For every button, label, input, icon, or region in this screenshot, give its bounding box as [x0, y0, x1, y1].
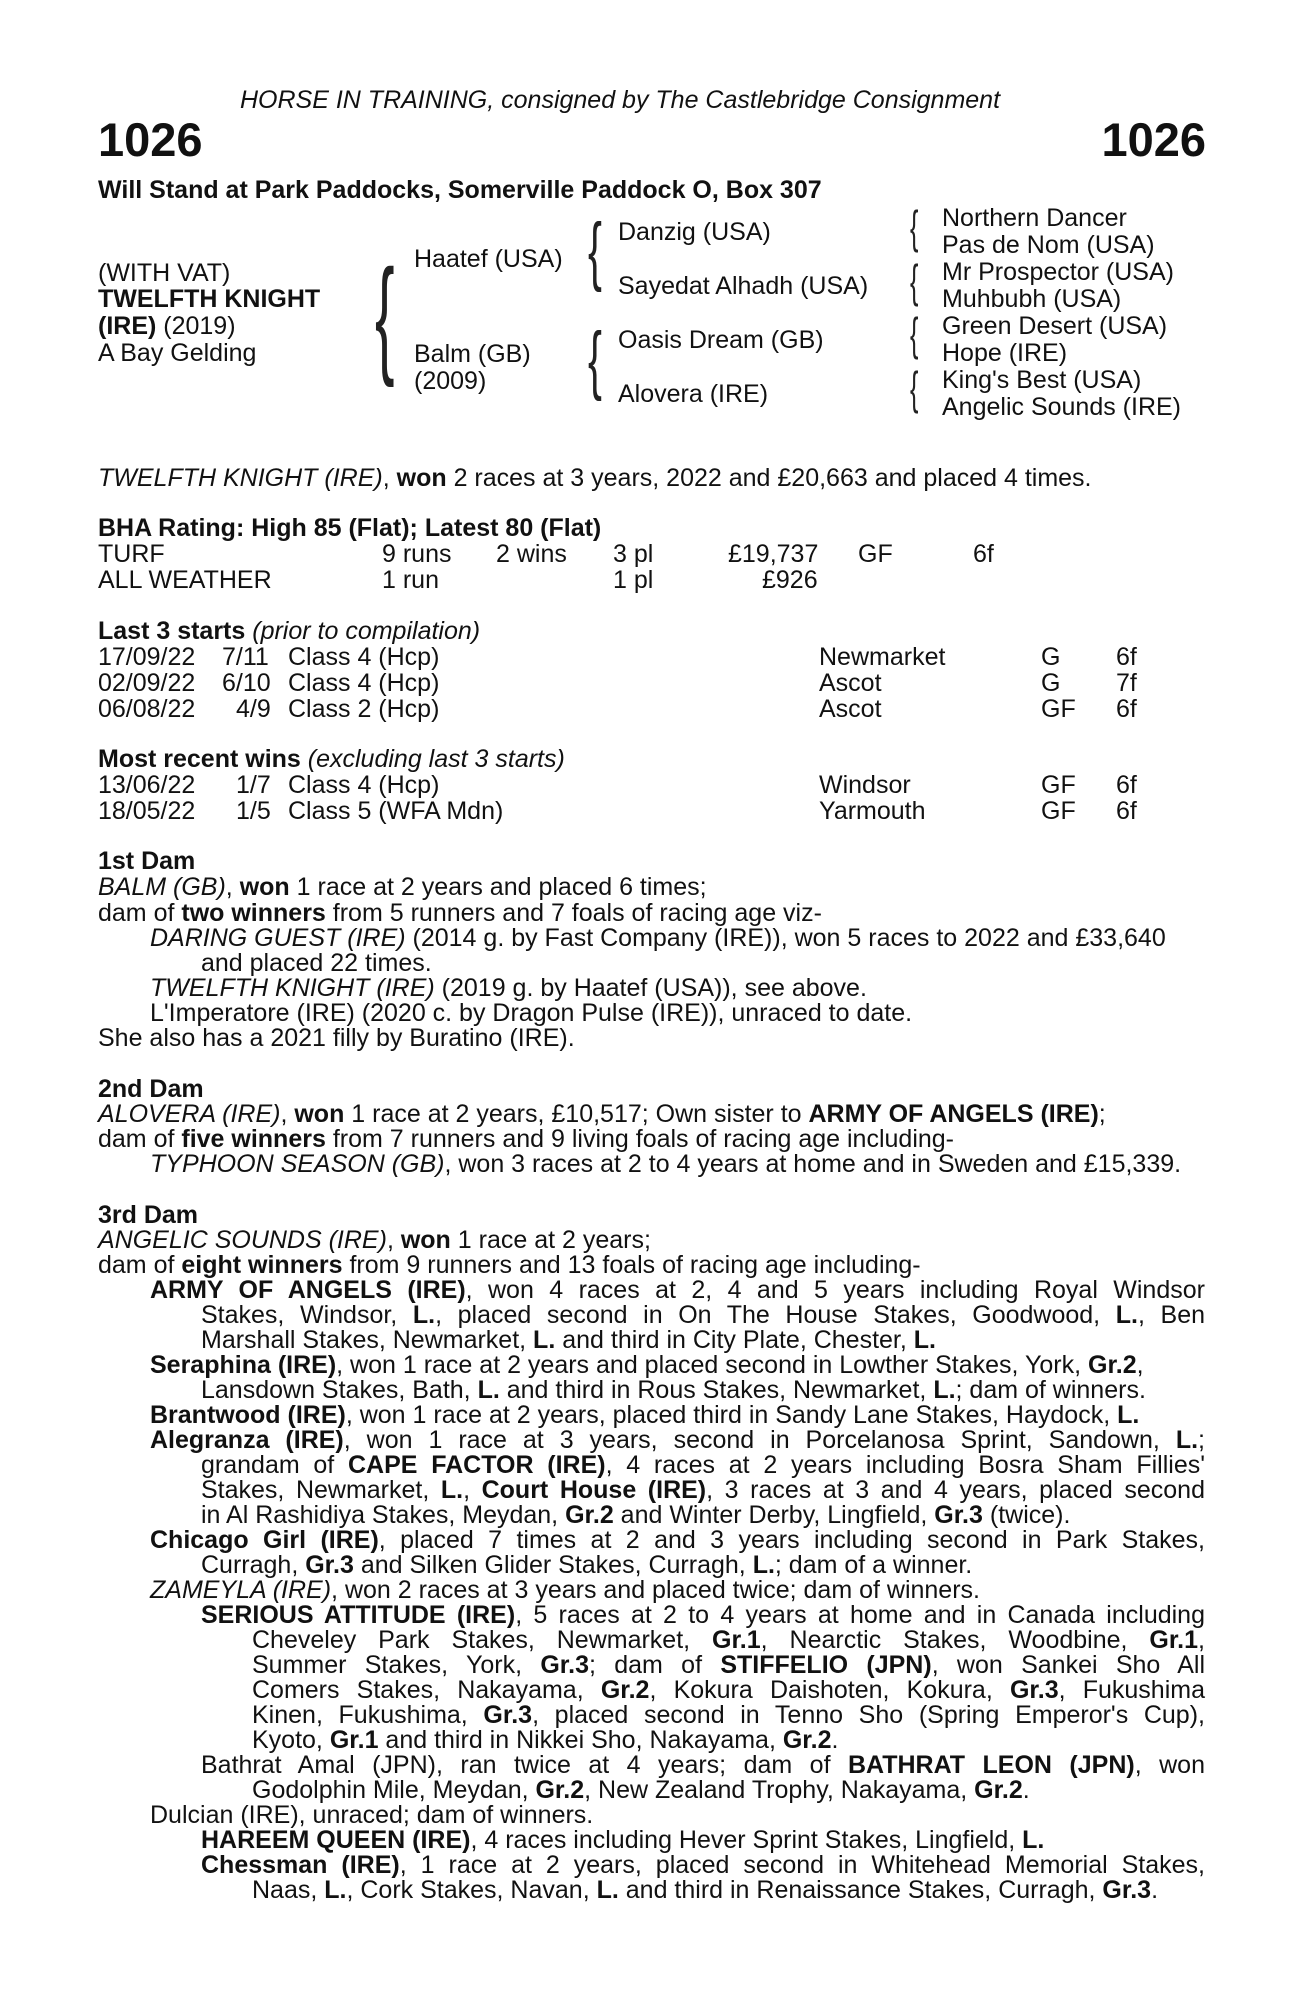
produce-line: Kyoto, Gr.1 and third in Nikkei Sho, Nakayama, Gr.2. [252, 1726, 839, 1754]
pedigree-dam: Balm (GB) [414, 340, 531, 368]
first-dam-line: dam of two winners from 5 runners and 7 foals of racing age viz- [98, 899, 822, 927]
first-dam-produce: and placed 22 times. [201, 949, 432, 977]
third-dam-title: 3rd Dam [98, 1201, 199, 1229]
pedigree-brace-1: { [375, 242, 395, 388]
produce-line: Summer Stakes, York, Gr.3; dam of STIFFELIO (JPN), won Sankei Sho All [252, 1651, 1206, 1679]
produce-line: Alegranza (IRE), won 1 race at 3 years, second in Porcelanosa Sprint, Sandown, L.; [150, 1426, 1205, 1454]
race-row: 17/09/22 7/11 Class 4 (Hcp) Newmarket G 6f [98, 643, 1137, 671]
pedigree-dam-dam: Alovera (IRE) [618, 380, 769, 408]
first-dam-produce: TWELFTH KNIGHT (IRE) (2019 g. by Haatef (USA)), see above. [150, 974, 867, 1002]
race-summary: TWELFTH KNIGHT (IRE), won 2 races at 3 years, 2022 and £20,663 and placed 4 times. [98, 464, 1092, 492]
second-dam-line: ALOVERA (IRE), won 1 race at 2 years, £10,517; Own sister to ARMY OF ANGELS (IRE); [98, 1100, 1106, 1128]
pedigree-ggs-8: Angelic Sounds (IRE) [942, 393, 1182, 421]
pedigree-sire: Haatef (USA) [414, 245, 563, 273]
pedigree-ggs-2: Pas de Nom (USA) [942, 231, 1155, 259]
rating-row: TURF 9 runs 2 wins 3 pl £19,737 GF 6f [98, 540, 994, 568]
lot-number-left: 1026 [98, 113, 203, 166]
produce-line: Dulcian (IRE), unraced; dam of winners. [150, 1801, 594, 1829]
first-dam-line: BALM (GB), won 1 race at 2 years and placed 6 times; [98, 873, 707, 901]
produce-line: ZAMEYLA (IRE), won 2 races at 3 years and placed twice; dam of winners. [150, 1576, 980, 1604]
last-starts-title: Last 3 starts (prior to compilation) [98, 617, 481, 645]
pedigree-sire-dam: Sayedat Alhadh (USA) [618, 272, 869, 300]
pedigree-ggs-5: Green Desert (USA) [942, 312, 1168, 340]
second-dam-produce: TYPHOON SEASON (GB), won 3 races at 2 to 4 years at home and in Sweden and £15,339. [150, 1150, 1182, 1178]
first-dam-title: 1st Dam [98, 847, 196, 875]
race-row: 02/09/22 6/10 Class 4 (Hcp) Ascot G 7f [98, 669, 1137, 697]
pedigree-brace-3b: { [910, 255, 919, 307]
produce-line: Naas, L., Cork Stakes, Navan, L. and third in Renaissance Stakes, Curragh, Gr.3. [252, 1876, 1159, 1904]
pedigree-dam-sire: Oasis Dream (GB) [618, 326, 824, 354]
produce-line: Marshall Stakes, Newmarket, L. and third in City Plate, Chester, L. [201, 1326, 936, 1354]
produce-line: Brantwood (IRE), won 1 race at 2 years, placed third in Sandy Lane Stakes, Haydock, L. [150, 1401, 1140, 1429]
first-dam-produce: DARING GUEST (IRE) (2014 g. by Fast Company (IRE)), won 5 races to 2022 and £33,640 [150, 924, 1166, 952]
produce-line: grandam of CAPE FACTOR (IRE), 4 races at 2 years including Bosra Sham Fillies' [201, 1451, 1206, 1479]
pedigree-brace-2b: { [588, 317, 602, 402]
pedigree-dam-year: (2009) [414, 367, 487, 395]
race-row: 06/08/22 4/9 Class 2 (Hcp) Ascot GF 6f [98, 695, 1137, 723]
second-dam-line: dam of five winners from 7 runners and 9 living foals of racing age including- [98, 1125, 954, 1153]
produce-line: Chessman (IRE), 1 race at 2 years, placed second in Whitehead Memorial Stakes, [201, 1851, 1205, 1879]
first-dam-line: She also has a 2021 filly by Buratino (IRE). [98, 1024, 575, 1052]
second-dam-title: 2nd Dam [98, 1075, 204, 1103]
pedigree-ggs-7: King's Best (USA) [942, 366, 1142, 394]
bha-rating-title: BHA Rating: High 85 (Flat); Latest 80 (Flat) [98, 514, 602, 542]
produce-line: Chicago Girl (IRE), placed 7 times at 2 and 3 years including second in Park Stakes, [150, 1526, 1206, 1554]
produce-line: Comers Stakes, Nakayama, Gr.2, Kokura Daishoten, Kokura, Gr.3, Fukushima [252, 1676, 1205, 1704]
produce-line: Lansdown Stakes, Bath, L. and third in Rous Stakes, Newmarket, L.; dam of winners. [201, 1376, 1146, 1404]
pedigree-brace-3a: { [910, 201, 919, 253]
pedigree-brace-3c: { [910, 308, 919, 360]
produce-line: Stakes, Windsor, L., placed second in On The House Stakes, Goodwood, L., Ben [201, 1301, 1206, 1329]
produce-line: in Al Rashidiya Stakes, Meydan, Gr.2 and Winter Derby, Lingfield, Gr.3 (twice). [201, 1501, 1071, 1529]
first-dam-produce: L'Imperatore (IRE) (2020 c. by Dragon Pulse (IRE)), unraced to date. [150, 999, 913, 1027]
race-row: 18/05/22 1/5 Class 5 (WFA Mdn) Yarmouth GF 6f [98, 797, 1137, 825]
produce-line: Godolphin Mile, Meydan, Gr.2, New Zealand Trophy, Nakayama, Gr.2. [252, 1776, 1030, 1804]
third-dam-line: ANGELIC SOUNDS (IRE), won 1 race at 2 years; [98, 1226, 651, 1254]
rating-row: ALL WEATHER 1 run 1 pl £926 [98, 566, 818, 594]
produce-line: Kinen, Fukushima, Gr.3, placed second in Tenno Sho (Spring Emperor's Cup), [252, 1701, 1205, 1729]
pedigree-ggs-3: Mr Prospector (USA) [942, 258, 1174, 286]
horse-name-country-year: (IRE) (2019) [98, 312, 236, 340]
pedigree-ggs-6: Hope (IRE) [942, 339, 1068, 367]
horse-sex: A Bay Gelding [98, 339, 257, 367]
produce-line: Curragh, Gr.3 and Silken Glider Stakes, Curragh, L.; dam of a winner. [201, 1551, 973, 1579]
stand-location: Will Stand at Park Paddocks, Somerville Paddock O, Box 307 [98, 176, 822, 204]
pedigree-brace-3d: { [910, 362, 919, 414]
pedigree-ggs-1: Northern Dancer [942, 204, 1127, 232]
pedigree-ggs-4: Muhbubh (USA) [942, 285, 1122, 313]
produce-line: Seraphina (IRE), won 1 race at 2 years and placed second in Lowther Stakes, York, Gr.2, [150, 1351, 1144, 1379]
horse-name: TWELFTH KNIGHT [98, 285, 321, 313]
pedigree-sire-sire: Danzig (USA) [618, 218, 771, 246]
third-dam-line: dam of eight winners from 9 runners and 13 foals of racing age including- [98, 1251, 921, 1279]
produce-line: ARMY OF ANGELS (IRE), won 4 races at 2, 4 and 5 years including Royal Windsor [150, 1276, 1205, 1304]
race-row: 13/06/22 1/7 Class 4 (Hcp) Windsor GF 6f [98, 771, 1137, 799]
pedigree-brace-2a: { [588, 208, 602, 293]
consignment-line: HORSE IN TRAINING, consigned by The Castlebridge Consignment [240, 86, 1001, 114]
lot-number-right: 1026 [1101, 113, 1206, 166]
produce-line: HAREEM QUEEN (IRE), 4 races including Hever Sprint Stakes, Lingfield, L. [201, 1826, 1045, 1854]
recent-wins-title: Most recent wins (excluding last 3 starts) [98, 745, 565, 773]
produce-line: SERIOUS ATTITUDE (IRE), 5 races at 2 to 4 years at home and in Canada including [201, 1601, 1205, 1629]
vat-label: (WITH VAT) [98, 259, 231, 287]
produce-line: Bathrat Amal (JPN), ran twice at 4 years; dam of BATHRAT LEON (JPN), won [201, 1751, 1205, 1779]
produce-line: Cheveley Park Stakes, Newmarket, Gr.1, Nearctic Stakes, Woodbine, Gr.1, [252, 1626, 1205, 1654]
produce-line: Stakes, Newmarket, L., Court House (IRE), 3 races at 3 and 4 years, placed second [201, 1476, 1205, 1504]
